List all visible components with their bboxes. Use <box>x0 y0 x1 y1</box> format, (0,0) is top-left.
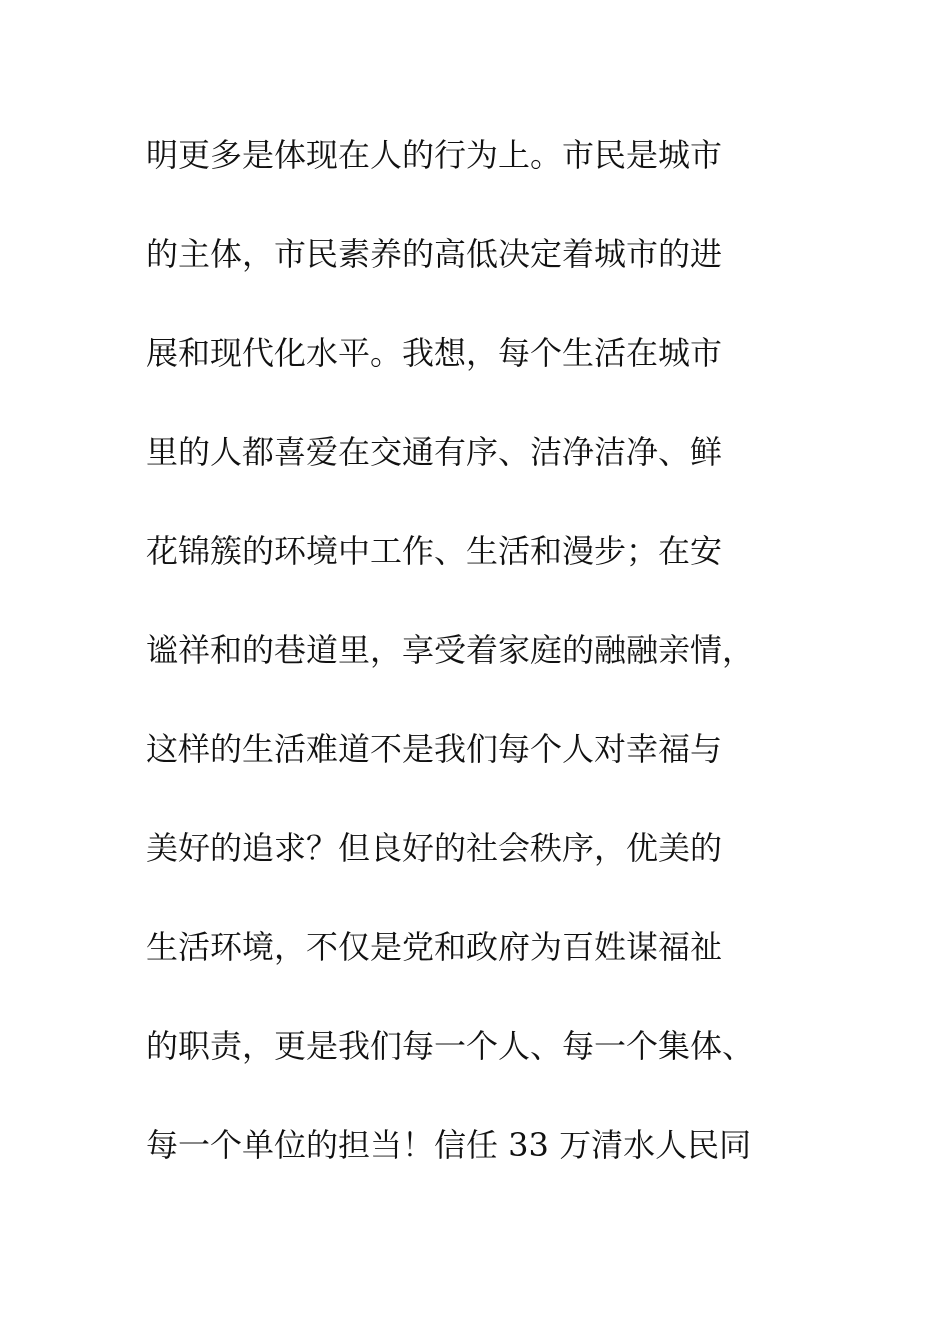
text-line-3: 展和现代化水平。我想，每个生活在城市 <box>146 334 723 372</box>
text-line-10: 的职责，更是我们每一个人、每一个集体、 <box>146 1027 755 1065</box>
text-line-9: 生活环境，不仅是党和政府为百姓谋福祉 <box>146 928 723 966</box>
text-line-6: 谧祥和的巷道里，享受着家庭的融融亲情， <box>146 631 755 669</box>
text-line-7: 这样的生活难道不是我们每个人对幸福与 <box>146 730 723 768</box>
text-line-2: 的主体，市民素养的高低决定着城市的进 <box>146 235 723 273</box>
text-line-5: 花锦簇的环境中工作、生活和漫步；在安 <box>146 532 723 570</box>
text-line-1: 明更多是体现在人的行为上。市民是城市 <box>146 136 723 174</box>
text-line-4: 里的人都喜爱在交通有序、洁净洁净、鲜 <box>146 433 723 471</box>
text-line-11: 每一个单位的担当！信任 33 万清水人民同 <box>146 1126 752 1164</box>
text-line-8: 美好的追求？但良好的社会秩序，优美的 <box>146 829 723 867</box>
